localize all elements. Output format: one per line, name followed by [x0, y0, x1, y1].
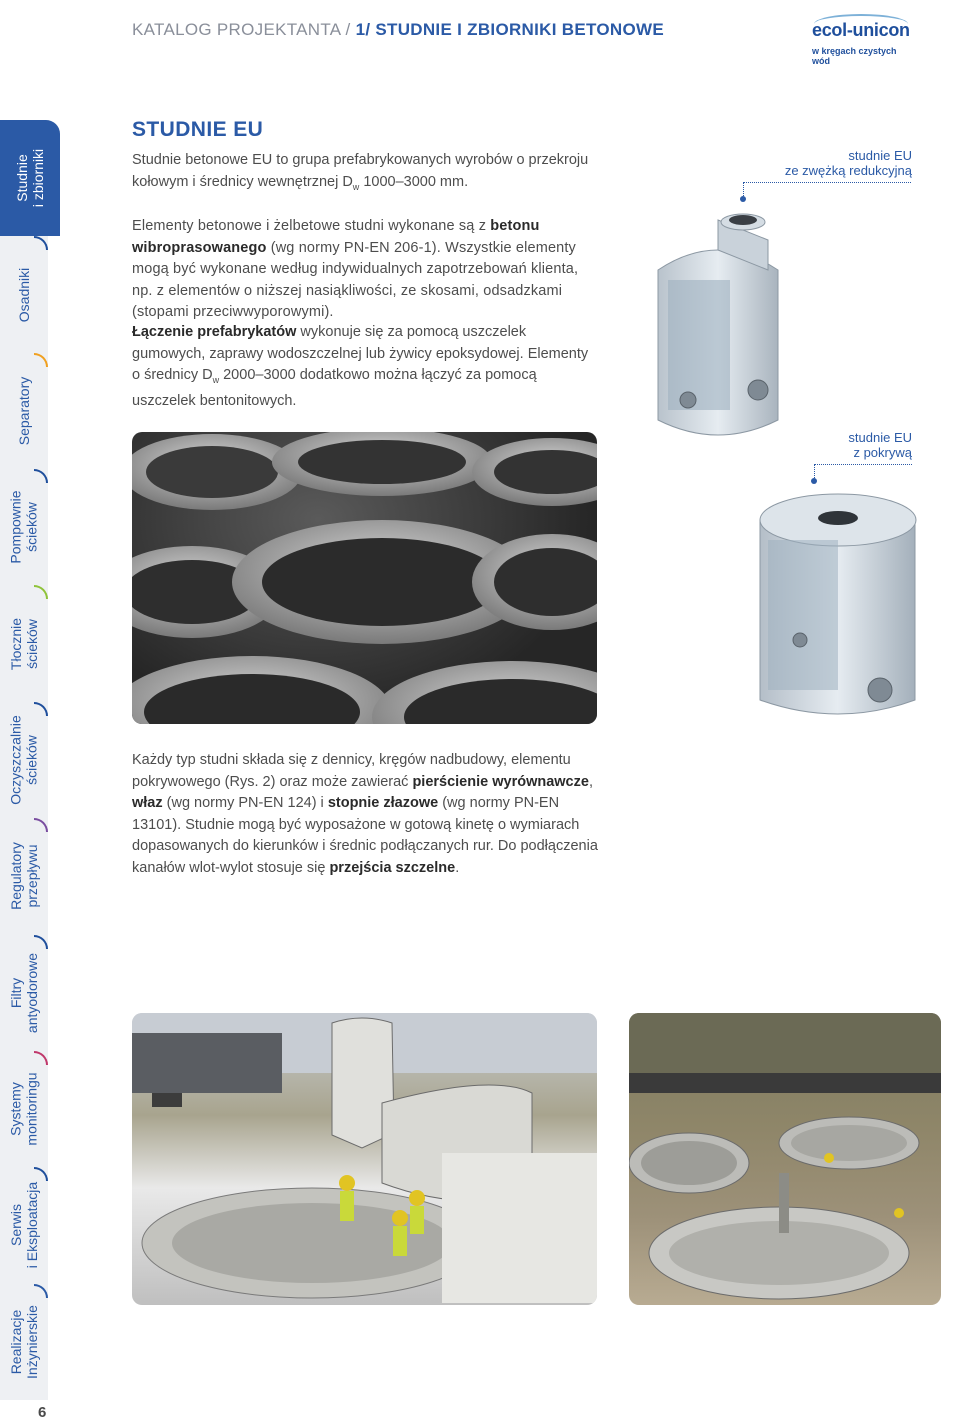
- page-number: 6: [38, 1404, 47, 1421]
- caption-1-line-1: studnie EU: [848, 148, 912, 163]
- logo-tagline: w kręgach czystych wód: [812, 46, 897, 66]
- caption-2-line-1: studnie EU: [848, 430, 912, 445]
- sidebar-item-9[interactable]: [0, 1051, 48, 1167]
- components-bold-3: stopnie złazowe: [327, 795, 439, 811]
- materials-paragraph: [132, 216, 598, 324]
- caption-2-leader-h: [814, 464, 912, 465]
- components-text-f: .: [455, 859, 460, 876]
- well-with-reducer-illustration: [648, 200, 788, 450]
- sidebar-item-11[interactable]: [0, 1284, 48, 1400]
- sidebar-item-label: Osadniki: [16, 267, 32, 322]
- sidebar-item-label: Realizacje Inżynierskie: [8, 1304, 41, 1379]
- company-logo[interactable]: [812, 16, 912, 64]
- sidebar-item-label: Studnie i zbiorniki: [13, 148, 46, 208]
- page-title: STUDNIE EU: [132, 118, 264, 141]
- joining-bold: Łączenie prefabrykatów: [132, 324, 297, 340]
- sidebar-item-label: Systemy monitoringu: [8, 1072, 40, 1146]
- sidebar-item-10[interactable]: [0, 1167, 48, 1283]
- subscript-w-2: w: [212, 374, 220, 385]
- well-with-cover-illustration: [750, 480, 925, 730]
- components-bold-1: pierścienie wyrównawcze: [412, 773, 589, 790]
- logo-arc-icon: [814, 14, 908, 34]
- crane-site-illustration: [132, 1013, 597, 1305]
- intro-text-end: 1000–3000 mm.: [359, 173, 469, 190]
- sidebar-item-label: Pompownie ścieków: [8, 490, 40, 564]
- caption-cover-well: [848, 430, 912, 460]
- sidebar-item-7[interactable]: [0, 818, 48, 934]
- construction-site-photo-excavation: [629, 1013, 941, 1305]
- sidebar-item-label: Serwis i Eksploatacja: [8, 1182, 41, 1269]
- header-section-title: STUDNIE I ZBIORNIKI BETONOWE: [375, 20, 664, 39]
- sidebar-item-label: Separatory: [16, 376, 33, 446]
- joining-paragraph: [132, 322, 598, 413]
- caption-1-dot-icon: [740, 196, 746, 202]
- components-text-d: (wg normy PN-EN 124) i: [162, 795, 328, 811]
- intro-paragraph: [132, 150, 602, 198]
- sidebar-item-label: Regulatory przepływu: [8, 842, 41, 911]
- materials-bold: betonu wibroprasowanego: [132, 218, 540, 256]
- materials-text-rest: (wg normy PN-EN 206-1). Wszystkie elementy mogą być wykonane według indywidualnych zapotrzebowań klienta, np. z elementów o niższej nasiąkliwości, ze skosami, odsadzkami (stopami przeciwwyporowymi).: [132, 239, 579, 320]
- components-text-c: ,: [588, 773, 593, 790]
- sidebar-item-label: Tłocznie ścieków: [8, 617, 41, 670]
- caption-2-dot-icon: [811, 478, 817, 484]
- intro-text: Studnie betonowe EU to grupa prefabrykowanych wyrobów o przekroju kołowym i średnicy wewnętrznej D: [132, 152, 589, 190]
- category-sidebar: [0, 120, 60, 1400]
- joining-text-rest: 2000–3000 dodatkowo można łączyć za pomocą uszczelek bentonitowych.: [132, 367, 537, 410]
- sidebar-item-4[interactable]: [0, 469, 48, 585]
- subscript-w: w: [352, 181, 360, 192]
- caption-1-line-2: ze zwężką redukcyjną: [784, 163, 912, 178]
- caption-1-leader-h: [743, 182, 911, 183]
- header-prefix: KATALOG PROJEKTANTA /: [132, 20, 351, 39]
- sidebar-item-label: Oczyszczalnie ścieków: [8, 715, 40, 805]
- excavation-illustration: [629, 1013, 941, 1305]
- sidebar-item-6[interactable]: [0, 702, 48, 818]
- materials-text: Elementy betonowe i żelbetowe studni wykonane są z: [132, 218, 491, 234]
- components-bold-2: właz: [132, 795, 163, 811]
- sidebar-item-1[interactable]: [0, 120, 48, 236]
- concrete-rings-photo: [132, 432, 597, 724]
- joining-text: wykonuje się za pomocą uszczelek gumowych, zaprawy wodoszczelnej lub żywicy epoksydowej. Elementy o średnicy D: [132, 324, 589, 383]
- sidebar-item-8[interactable]: [0, 935, 48, 1051]
- logo-wordmark: ecol-unicon: [812, 20, 910, 40]
- sidebar-item-2[interactable]: [0, 236, 48, 352]
- components-paragraph: [132, 750, 598, 879]
- header-chapter-number: 1/: [355, 20, 371, 39]
- catalog-header: [132, 20, 664, 40]
- components-text-e: (wg normy PN-EN 13101). Studnie mogą być wyposażone w gotową kinetę o wymiarach dopasowanych do kierunków i średnic podłączanych rur. Do podłączenia kanałów wlot-wylot stosuje się: [132, 795, 598, 876]
- sidebar-item-3[interactable]: [0, 353, 48, 469]
- caption-2-line-2: z pokrywą: [853, 445, 912, 460]
- sidebar-item-5[interactable]: [0, 585, 48, 701]
- caption-reducer-well: [785, 148, 912, 178]
- rings-illustration: [132, 432, 597, 724]
- components-text-a: Każdy typ studni składa się z dennicy, kręgów nadbudowy, elementu pokrywowego (Rys. 2) oraz może zawierać: [132, 752, 571, 790]
- components-bold-4: przejścia szczelne: [329, 859, 456, 876]
- construction-site-photo-crane: [132, 1013, 597, 1305]
- sidebar-item-label: Filtry antyodorowe: [8, 952, 41, 1033]
